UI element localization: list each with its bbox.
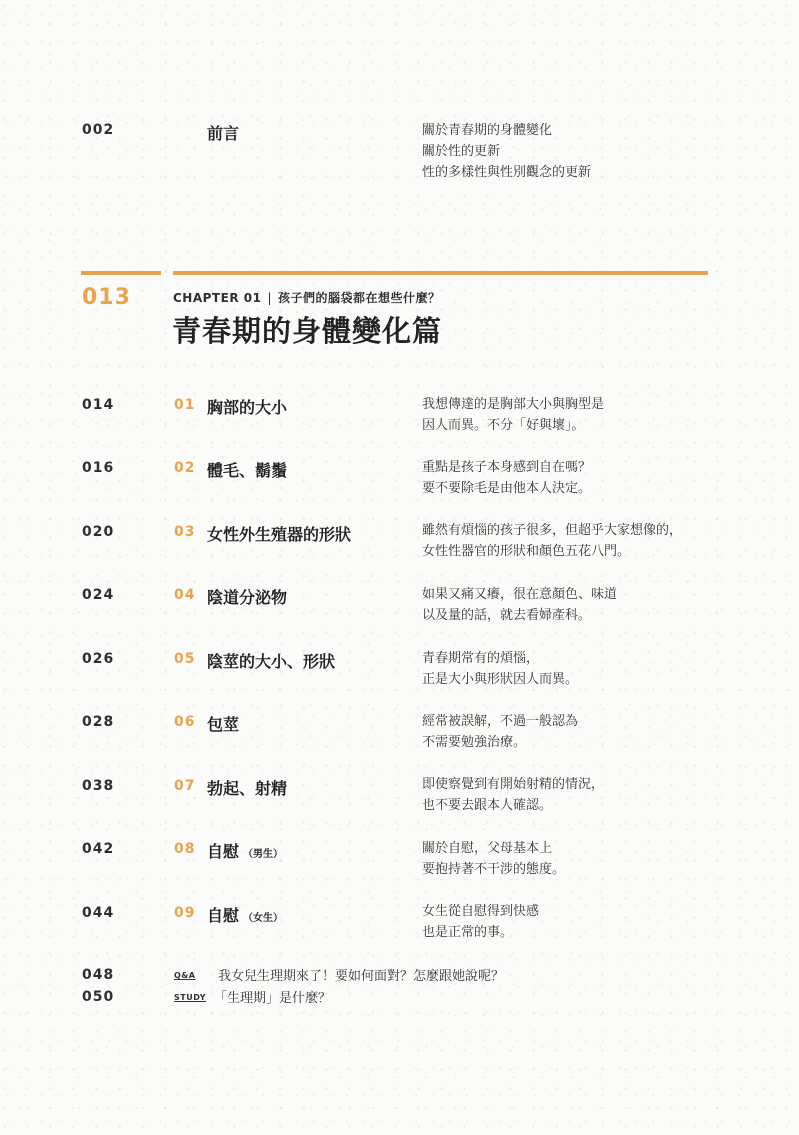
chapter-page-number: 013 bbox=[82, 285, 131, 310]
item-title bbox=[207, 903, 283, 926]
desc-line: 女性性器官的形狀和顏色五花八門。 bbox=[422, 544, 631, 559]
item-number: 08 bbox=[174, 841, 196, 857]
item-title-text: 體毛、鬍鬚 bbox=[207, 461, 288, 480]
item-title-text: 陰道分泌物 bbox=[207, 588, 288, 607]
kicker-separator: | bbox=[267, 291, 272, 305]
desc-line: 女生從自慰得到快感 bbox=[422, 904, 540, 919]
desc-line: 關於自慰，父母基本上 bbox=[422, 841, 553, 856]
chapter-kicker bbox=[173, 289, 441, 306]
item-number: 05 bbox=[174, 651, 196, 667]
item-description bbox=[422, 711, 578, 753]
study-tag: STUDY bbox=[174, 993, 207, 1002]
desc-line: 也不要去跟本人確認。 bbox=[422, 798, 553, 813]
item-description bbox=[422, 584, 617, 626]
page-number: 002 bbox=[82, 122, 115, 138]
desc-line: 因人而異。不分「好與壞」。 bbox=[422, 418, 585, 433]
page-number: 016 bbox=[82, 460, 115, 476]
intro-title: 前言 bbox=[207, 124, 240, 143]
page-number: 048 bbox=[82, 967, 115, 983]
desc-line: 雖然有煩惱的孩子很多，但超乎大家想像的， bbox=[422, 523, 683, 538]
desc-line: 正是大小與形狀因人而異。 bbox=[422, 672, 579, 687]
item-description bbox=[422, 774, 604, 816]
intro-description bbox=[422, 120, 591, 183]
item-subtitle: （男生） bbox=[243, 849, 284, 860]
page-number: 050 bbox=[82, 989, 115, 1005]
desc-line: 重點是孩子本身感到自在嗎？ bbox=[422, 460, 592, 475]
item-title bbox=[207, 522, 351, 545]
item-number: 09 bbox=[174, 905, 196, 921]
page-number: 024 bbox=[82, 587, 115, 603]
desc-line: 經常被誤解，不過一般認為 bbox=[422, 714, 579, 729]
page-number: 020 bbox=[82, 524, 115, 540]
item-number: 04 bbox=[174, 587, 196, 603]
page-number: 014 bbox=[82, 397, 115, 413]
item-description bbox=[422, 457, 591, 499]
intro-line: 關於青春期的身體變化 bbox=[422, 123, 553, 138]
chapter-title: 青春期的身體變化篇 bbox=[172, 314, 443, 348]
item-number: 06 bbox=[174, 714, 196, 730]
item-title-text: 自慰 bbox=[207, 906, 240, 925]
item-title-text: 陰莖的大小、形狀 bbox=[207, 652, 336, 671]
desc-line: 要抱持著不干涉的態度。 bbox=[422, 862, 566, 877]
desc-line: 青春期常有的煩惱， bbox=[422, 651, 540, 666]
divider-bar bbox=[81, 271, 161, 275]
chapter-subtitle: 孩子們的腦袋都在想些什麼？ bbox=[277, 291, 441, 305]
item-description bbox=[422, 838, 565, 880]
item-number: 02 bbox=[174, 460, 196, 476]
item-number: 01 bbox=[174, 397, 196, 413]
item-title-text: 勃起、射精 bbox=[207, 779, 288, 798]
extra-text: 「生理期」是什麼？ bbox=[214, 991, 332, 1006]
item-description bbox=[422, 901, 539, 943]
desc-line: 以及量的話，就去看婦產科。 bbox=[422, 608, 592, 623]
item-title-text: 包莖 bbox=[207, 715, 240, 734]
page-number: 028 bbox=[82, 714, 115, 730]
page-number: 026 bbox=[82, 651, 115, 667]
page-number: 038 bbox=[82, 778, 115, 794]
item-title bbox=[207, 712, 239, 735]
qa-tag: Q&A bbox=[174, 971, 196, 980]
item-description bbox=[422, 648, 578, 690]
divider-bar bbox=[173, 271, 708, 275]
item-title-text: 胸部的大小 bbox=[207, 398, 288, 417]
intro-line: 關於性的更新 bbox=[422, 144, 501, 159]
item-title bbox=[207, 458, 287, 481]
intro-line: 性的多樣性與性別觀念的更新 bbox=[422, 165, 592, 180]
page-number: 042 bbox=[82, 841, 115, 857]
desc-line: 也是正常的事。 bbox=[422, 925, 514, 940]
item-number: 03 bbox=[174, 524, 196, 540]
item-title-text: 自慰 bbox=[207, 842, 240, 861]
item-subtitle: （女生） bbox=[243, 913, 284, 924]
chapter-label: CHAPTER 01 bbox=[173, 291, 262, 305]
desc-line: 我想傳達的是胸部大小與胸型是 bbox=[422, 397, 605, 412]
item-title bbox=[207, 395, 287, 418]
desc-line: 如果又痛又癢，很在意顏色、味道 bbox=[422, 587, 618, 602]
item-description bbox=[422, 394, 604, 436]
page-number: 044 bbox=[82, 905, 115, 921]
desc-line: 不需要勉強治療。 bbox=[422, 735, 527, 750]
item-title bbox=[207, 649, 335, 672]
item-title bbox=[207, 585, 287, 608]
extra-text: 我女兒生理期來了！要如何面對？怎麼跟她說呢？ bbox=[218, 969, 505, 984]
item-description bbox=[422, 520, 682, 562]
item-title-text: 女性外生殖器的形狀 bbox=[207, 525, 352, 544]
desc-line: 即使察覺到有開始射精的情況， bbox=[422, 777, 605, 792]
item-number: 07 bbox=[174, 778, 196, 794]
item-title bbox=[207, 839, 283, 862]
item-title bbox=[207, 776, 287, 799]
desc-line: 要不要除毛是由他本人決定。 bbox=[422, 481, 592, 496]
